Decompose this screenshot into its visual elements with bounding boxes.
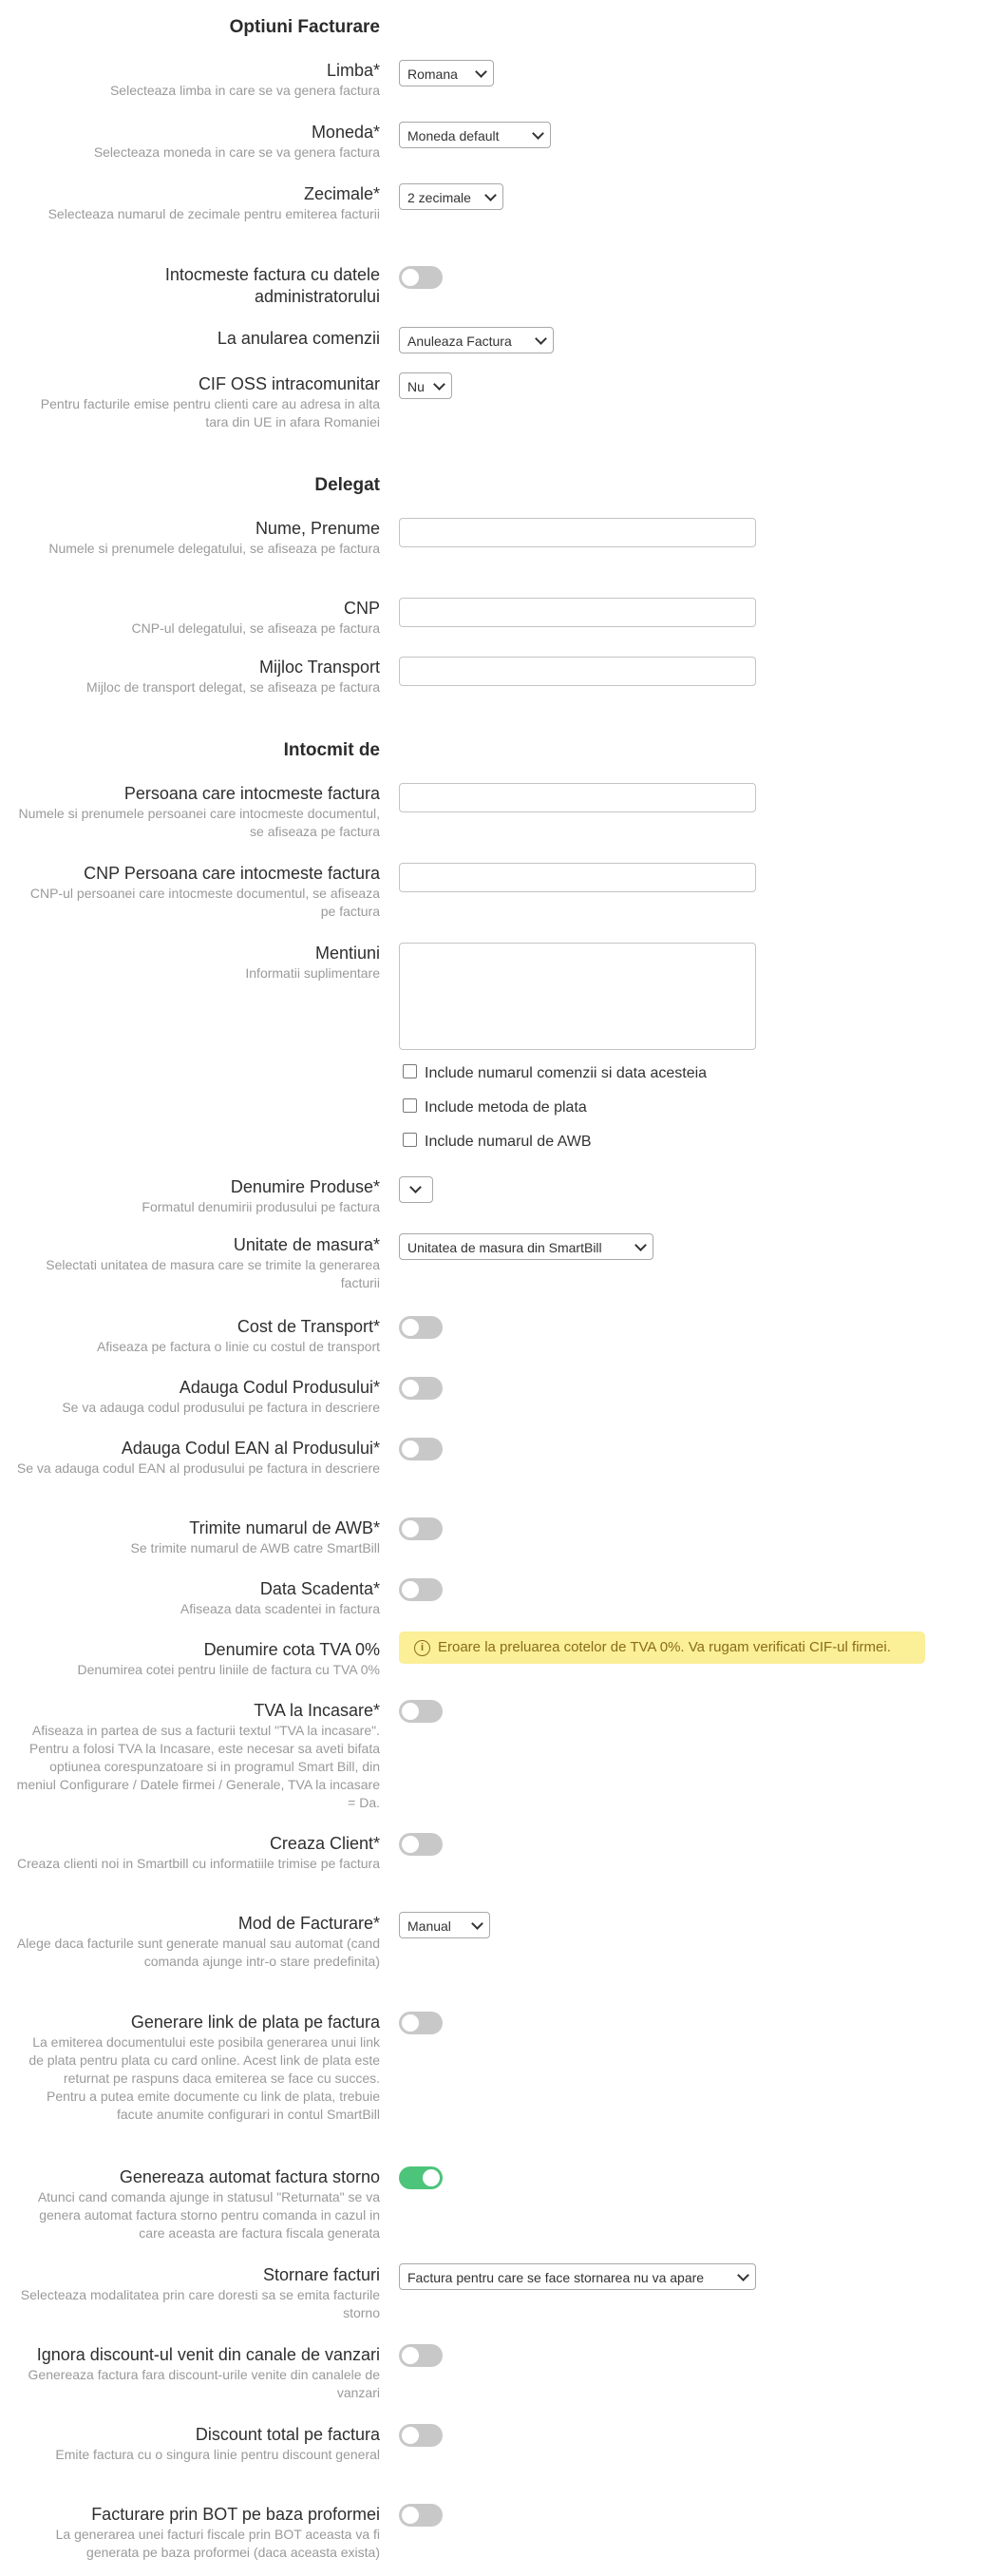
label-delegat-transport: Mijloc Transport	[258, 658, 380, 677]
label-bot: Facturare prin BOT pe baza proformei	[91, 2505, 380, 2524]
label-mentiuni: Mentiuni	[314, 944, 380, 963]
delegat-transport-input[interactable]	[399, 657, 756, 686]
tva0-error-alert	[399, 1631, 925, 1664]
limba-select[interactable]: Romana	[399, 60, 494, 86]
label-storno: Genereaza automat factura storno	[119, 2167, 380, 2186]
check-awb[interactable]	[403, 1134, 592, 1151]
label-denumire-produse: Denumire Produse*	[230, 1177, 380, 1196]
label-discount-total: Discount total pe factura	[195, 2425, 380, 2444]
awb-toggle[interactable]	[399, 1517, 443, 1540]
desc-moneda: Selecteaza moneda in care se va genera factura	[93, 144, 380, 160]
label-oss: CIF OSS intracomunitar	[198, 374, 380, 393]
admin-toggle[interactable]	[399, 266, 443, 289]
desc-link-plata: La emiterea documentului este posibila generarea unui link de plata pentru plata cu card online. Acest link de plata este returnat pe raspuns daca emiterea se face cu succes.	[28, 2034, 380, 2086]
desc-storno: Atunci cand comanda ajunge in statusul "Returnata" se va genera automat factura storno pentru comanda in cazul in care aceasta are factura fiscala generata	[37, 2189, 380, 2241]
label-persoana: Persoana care intocmeste factura	[123, 784, 380, 803]
chevron-down-icon	[471, 1918, 483, 1930]
info-icon: i	[414, 1640, 430, 1656]
chevron-down-icon	[737, 2269, 749, 2281]
desc-cost-transport: Afiseaza pe factura o linie cu costul de transport	[96, 1339, 380, 1354]
check-comanda-label: Include numarul comenzii si data acesteia	[425, 1065, 708, 1081]
zecimale-select[interactable]: 2 zecimale	[399, 183, 503, 210]
desc-data-scadenta: Afiseaza data scadentei in factura	[180, 1601, 380, 1616]
section-title-intocmit: Intocmit de	[283, 740, 380, 760]
row-tva-incasare	[0, 1700, 984, 1810]
tva0-error-text: Eroare la preluarea cotelor de TVA 0%. Va rugam verificati CIF-ul firmei.	[438, 1639, 891, 1655]
unitate-select[interactable]: Unitatea de masura din SmartBill	[399, 1233, 653, 1260]
label-moneda: Moneda*	[311, 123, 380, 142]
checkbox[interactable]	[403, 1098, 417, 1113]
checkbox[interactable]	[403, 1133, 417, 1147]
desc-persoana: Numele si prenumele persoanei care intocmeste documentul, se afiseaza pe factura	[18, 806, 380, 839]
desc-delegat-transport: Mijloc de transport delegat, se afiseaza pe factura	[86, 679, 380, 695]
desc-stornare: Selecteaza modalitatea prin care doresti sa se emita facturile storno	[20, 2287, 380, 2320]
row-denumire-produse	[0, 1176, 984, 1214]
desc-limba: Selecteaza limba in care se va genera factura	[109, 83, 380, 98]
chevron-down-icon	[535, 333, 547, 345]
label-unitate: Unitate de masura*	[233, 1235, 380, 1254]
check-awb-label: Include numarul de AWB	[425, 1134, 592, 1150]
bot-toggle[interactable]	[399, 2504, 443, 2527]
cod-ean-toggle[interactable]	[399, 1438, 443, 1460]
ignora-discount-toggle[interactable]	[399, 2344, 443, 2367]
section-title-delegat: Delegat	[314, 475, 380, 495]
chevron-down-icon	[433, 378, 445, 391]
desc-oss: Pentru facturile emise pentru clienti care au adresa in alta tara din UE in afara Romaniei	[40, 396, 380, 429]
desc2-link-plata: Pentru a putea emite documente cu link de plata, trebuie facute anumite configurari in contul SmartBill	[47, 2089, 380, 2122]
label-cost-transport: Cost de Transport*	[237, 1317, 380, 1336]
label-tva-incasare: TVA la Incasare*	[254, 1701, 380, 1720]
desc-mentiuni: Informatii suplimentare	[245, 965, 380, 981]
chevron-down-icon	[475, 66, 487, 78]
persoana-input[interactable]	[399, 783, 756, 812]
desc-mod-facturare: Alege daca facturile sunt generate manual sau automat (cand comanda ajunge intr-o stare predefinita)	[16, 1936, 380, 1969]
chevron-down-icon	[484, 189, 497, 201]
oss-select[interactable]: Nu	[399, 372, 452, 399]
cod-produs-toggle[interactable]	[399, 1377, 443, 1400]
label-awb: Trimite numarul de AWB*	[189, 1518, 380, 1537]
label-link-plata: Generare link de plata pe factura	[130, 2013, 380, 2032]
moneda-select[interactable]: Moneda default	[399, 122, 551, 148]
mentiuni-textarea[interactable]	[399, 943, 756, 1050]
desc-zecimale: Selecteaza numarul de zecimale pentru emiterea facturii	[47, 206, 380, 221]
label-mod-facturare: Mod de Facturare*	[237, 1914, 380, 1933]
delegat-nume-input[interactable]	[399, 518, 756, 547]
desc-denumire-produse: Formatul denumirii produsului pe factura	[142, 1199, 380, 1214]
desc-delegat-nume: Numele si prenumele delegatului, se afiseaza pe factura	[48, 541, 380, 556]
label-persoana-cnp: CNP Persoana care intocmeste factura	[84, 864, 380, 883]
data-scadenta-toggle[interactable]	[399, 1578, 443, 1601]
desc-ignora-discount: Genereaza factura fara discount-urile venite din canalele de vanzari	[28, 2367, 380, 2400]
chevron-down-icon	[532, 127, 544, 140]
label-ignora-discount: Ignora discount-ul venit din canale de vanzari	[36, 2345, 380, 2364]
label-stornare: Stornare facturi	[262, 2265, 380, 2284]
desc-bot: La generarea unei facturi fiscale prin BOT aceasta va fi generata pe baza proformei (daca aceasta exista)	[55, 2527, 380, 2560]
delegat-cnp-input[interactable]	[399, 598, 756, 627]
label-admin: Intocmeste factura cu datele administratorului	[164, 265, 380, 306]
desc-creaza-client: Creaza clienti noi in Smartbill cu informatiile trimise pe factura	[16, 1856, 380, 1871]
desc-cod-produs: Se va adauga codul produsului pe factura in descriere	[62, 1400, 380, 1415]
storno-toggle[interactable]	[399, 2166, 443, 2189]
discount-total-toggle[interactable]	[399, 2424, 443, 2447]
label-data-scadenta: Data Scadenta*	[259, 1579, 380, 1598]
persoana-cnp-input[interactable]	[399, 863, 756, 892]
desc-delegat-cnp: CNP-ul delegatului, se afiseaza pe factura	[131, 620, 380, 636]
creaza-client-toggle[interactable]	[399, 1833, 443, 1856]
check-comanda[interactable]	[403, 1065, 707, 1082]
desc-cod-ean: Se va adauga codul EAN al produsului pe factura in descriere	[16, 1460, 380, 1476]
mod-facturare-select[interactable]: Manual	[399, 1912, 490, 1938]
stornare-select[interactable]: Factura pentru care se face stornarea nu va apare	[399, 2263, 756, 2290]
anulare-select[interactable]: Anuleaza Factura	[399, 327, 554, 353]
section-title-optiuni: Optiuni Facturare	[229, 17, 380, 37]
chevron-down-icon	[634, 1239, 647, 1251]
label-zecimale: Zecimale*	[303, 184, 380, 203]
label-cod-produs: Adauga Codul Produsului*	[179, 1378, 380, 1397]
label-limba: Limba*	[326, 61, 380, 80]
label-cod-ean: Adauga Codul EAN al Produsului*	[121, 1439, 380, 1458]
check-metoda-plata-label: Include metoda de plata	[425, 1099, 587, 1116]
desc-unitate: Selectati unitatea de masura care se trimite la generarea facturii	[46, 1257, 380, 1290]
label-cota-tva0: Denumire cota TVA 0%	[203, 1640, 380, 1659]
desc-persoana-cnp: CNP-ul persoanei care intocmeste documentul, se afiseaza pe factura	[29, 886, 380, 919]
label-delegat-nume: Nume, Prenume	[255, 519, 380, 538]
label-delegat-cnp: CNP	[343, 599, 380, 618]
cost-transport-toggle[interactable]	[399, 1316, 443, 1339]
checkbox[interactable]	[403, 1064, 417, 1078]
label-creaza-client: Creaza Client*	[269, 1834, 380, 1853]
label-anulare: La anularea comenzii	[217, 329, 380, 348]
link-plata-toggle[interactable]	[399, 2012, 443, 2034]
desc-awb: Se trimite numarul de AWB catre SmartBill	[130, 1540, 380, 1555]
tva-incasare-toggle[interactable]	[399, 1700, 443, 1723]
check-metoda-plata[interactable]	[403, 1099, 587, 1116]
desc-cota-tva0: Denumirea cotei pentru liniile de factura cu TVA 0%	[77, 1662, 380, 1677]
desc-tva-incasare: Afiseaza in partea de sus a facturii textul "TVA la incasare". Pentru a folosi TVA la Incasare, este necesar sa aveti bifata optiunea corespunzatoare si in programul Smart Bill, din meniul Configurare / Datele firmei / Generale, TVA la incasare = Da.	[16, 1723, 380, 1810]
desc-discount-total: Emite factura cu o singura linie pentru discount general	[55, 2447, 380, 2462]
